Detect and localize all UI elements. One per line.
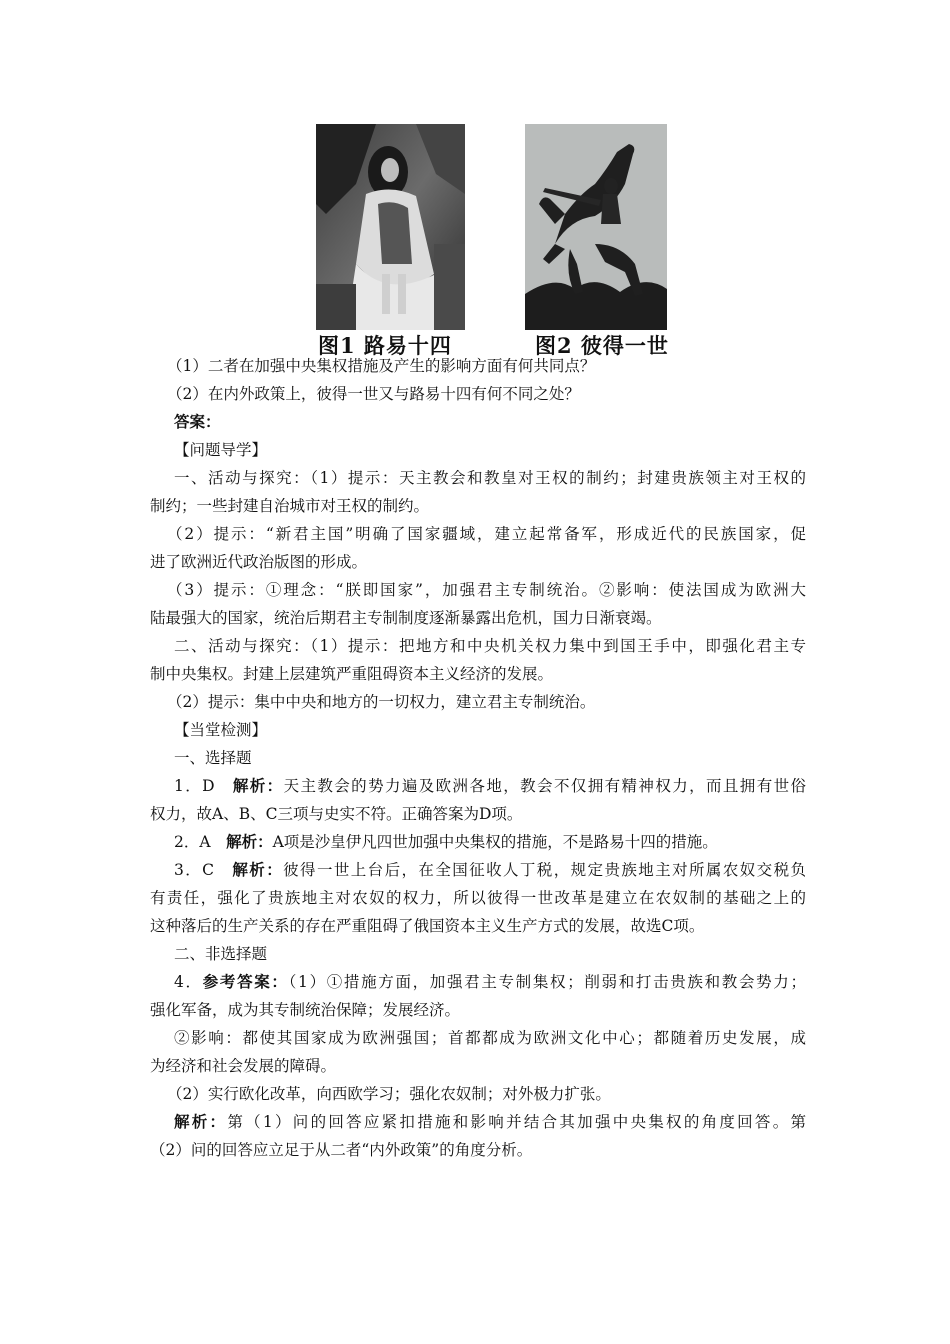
figure-2-caption: 图2 彼得一世 bbox=[535, 333, 669, 358]
answer-3-line2: 有责任，强化了贵族地主对农奴的权力，所以彼得一世改革是建立在农奴制的基础之上的 bbox=[150, 889, 806, 907]
daoxue-p1-line1: 一、活动与探究：（1）提示：天主教会和教皇对王权的制约；封建贵族领主对王权的 bbox=[174, 469, 806, 487]
daoxue-p3-line2: 陆最强大的国家，统治后期君主专制制度逐渐暴露出危机，国力日渐衰竭。 bbox=[150, 609, 662, 627]
figure-1-caption: 图1 路易十四 bbox=[318, 333, 452, 358]
answer-4-number: 4． bbox=[174, 973, 203, 991]
answer-4-line4: 为经济和社会发展的障碍。 bbox=[150, 1057, 337, 1075]
section-heading-wenti-daoxue: 【问题导学】 bbox=[174, 441, 268, 459]
answer-4-analysis-text: 第（1）问的回答应紧扣措施和影响并结合其加强中央集权的角度回答。第 bbox=[227, 1113, 806, 1131]
section-heading-dangtang-jiance: 【当堂检测】 bbox=[174, 721, 268, 739]
answer-4-line3: ②影响：都使其国家成为欧洲强国；首都都成为欧洲文化中心；都随着历史发展，成 bbox=[174, 1029, 806, 1047]
answer-3-line3: 这种落后的生产关系的存在严重阻碍了俄国资本主义生产方式的发展，故选C项。 bbox=[150, 917, 705, 935]
answer-2-choice: 2．A bbox=[174, 833, 227, 851]
answer-4-analysis-line1 bbox=[174, 1112, 806, 1132]
daoxue-p5-line1: （2）提示：集中中央和地方的一切权力，建立君主专制统治。 bbox=[167, 693, 596, 711]
nonchoice-heading: 二、非选择题 bbox=[174, 945, 268, 963]
answer-2-text: A项是沙皇伊凡四世加强中央集权的措施，不是路易十四的措施。 bbox=[272, 833, 718, 851]
answer-1-label: 解析： bbox=[232, 776, 284, 795]
answer-1-line1 bbox=[174, 776, 806, 796]
daoxue-p4-line2: 制中央集权。封建上层建筑严重阻碍资本主义经济的发展。 bbox=[150, 665, 554, 683]
answer-4-line1 bbox=[174, 972, 806, 992]
answer-1-choice: 1．D bbox=[174, 777, 233, 795]
answer-heading: 答案： bbox=[174, 412, 221, 431]
daoxue-p2-line2: 进了欧洲近代政治版图的形成。 bbox=[150, 553, 368, 571]
answer-4-line2: 强化军备，成为其专制统治保障；发展经济。 bbox=[150, 1001, 461, 1019]
answer-2-label: 解析： bbox=[226, 832, 273, 851]
answer-3-choice: 3．C bbox=[174, 861, 233, 879]
question-2: （2）在内外政策上，彼得一世又与路易十四有何不同之处？ bbox=[167, 385, 580, 403]
answer-1-text: 天主教会的势力遍及欧洲各地，教会不仅拥有精神权力，而且拥有世俗 bbox=[283, 777, 806, 795]
answer-4-text: （1）①措施方面，加强君主专制集权；削弱和打击贵族和教会势力； bbox=[288, 973, 806, 991]
daoxue-p2-line1: （2）提示：“新君主国”明确了国家疆域，建立起常备军，形成近代的民族国家，促 bbox=[167, 525, 806, 543]
answer-4-label: 参考答案： bbox=[202, 972, 289, 991]
choice-heading: 一、选择题 bbox=[174, 749, 252, 767]
answer-1-line2: 权力，故A、B、C三项与史实不符。正确答案为D项。 bbox=[150, 805, 523, 823]
question-1: （1）二者在加强中央集权措施及产生的影响方面有何共同点？ bbox=[167, 357, 596, 375]
daoxue-p1-line2: 制约；一些封建自治城市对王权的制约。 bbox=[150, 497, 430, 515]
answer-3-line1 bbox=[174, 860, 806, 880]
answer-2-line1 bbox=[174, 832, 834, 852]
peter-the-great-statue-image bbox=[525, 124, 667, 330]
louis-xiv-portrait-image bbox=[316, 124, 465, 330]
answer-3-text: 彼得一世上台后，在全国征收人丁税，规定贵族地主对所属农奴交税负 bbox=[283, 861, 806, 879]
answer-4-analysis-line2: （2）问的回答应立足于从二者“内外政策”的角度分析。 bbox=[150, 1141, 533, 1159]
daoxue-p4-line1: 二、活动与探究：（1）提示：把地方和中央机关权力集中到国王手中，即强化君主专 bbox=[174, 637, 806, 655]
answer-4-analysis-label: 解析： bbox=[174, 1112, 228, 1131]
answer-4-line5: （2）实行欧化改革，向西欧学习；强化农奴制；对外极力扩张。 bbox=[167, 1085, 611, 1103]
daoxue-p3-line1: （3）提示：①理念：“朕即国家”，加强君主专制统治。②影响：使法国成为欧洲大 bbox=[167, 581, 806, 599]
answer-3-label: 解析： bbox=[232, 860, 284, 879]
